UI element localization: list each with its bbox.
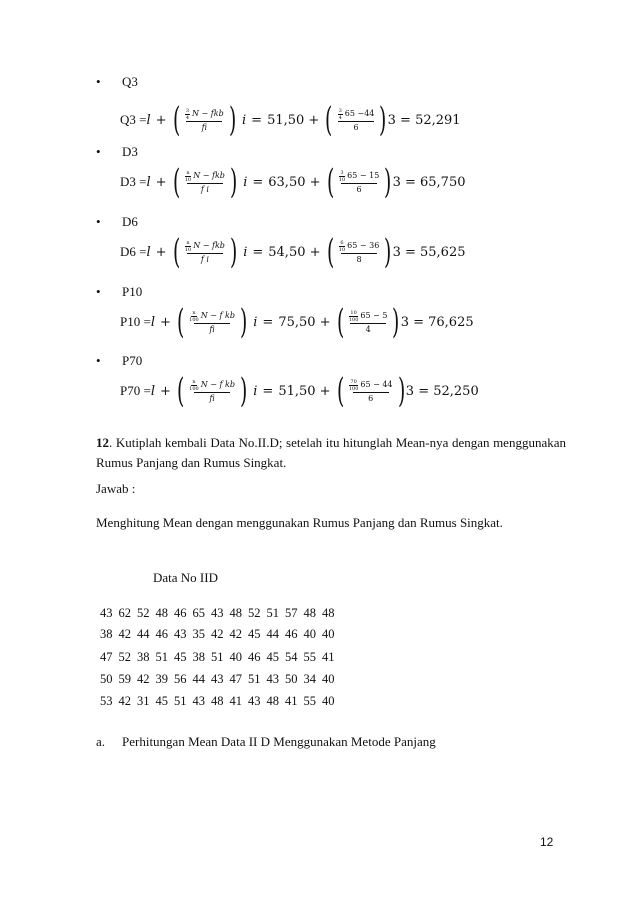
substituted-denominator: 8 xyxy=(341,253,377,265)
data-value: 45 xyxy=(248,627,261,641)
left-paren: ( xyxy=(326,232,334,272)
data-value: 48 xyxy=(266,694,279,708)
substituted-fraction xyxy=(337,170,382,195)
formula-result: 3 = 52,250 xyxy=(405,383,479,399)
formula-plus: + xyxy=(159,314,171,330)
answer-label: Jawab : xyxy=(96,481,136,496)
formula-plus: + xyxy=(155,112,167,128)
coef-fraction: 3 10 xyxy=(338,169,346,183)
bullet-item xyxy=(96,284,142,300)
data-value: 41 xyxy=(229,694,242,708)
data-value: 38 xyxy=(137,650,150,664)
data-row xyxy=(100,693,341,709)
data-value: 42 xyxy=(229,627,242,641)
substituted-numerator: 65 − 15 xyxy=(347,171,380,180)
substituted-fraction xyxy=(337,240,382,265)
data-value: 42 xyxy=(118,694,131,708)
formula-result: 3 = 76,625 xyxy=(400,314,474,330)
substituted-denominator: 6 xyxy=(338,121,374,133)
coef-fraction: 10 100 xyxy=(348,309,359,323)
data-value: 45 xyxy=(155,694,168,708)
coef-fraction: n 10 xyxy=(184,239,192,253)
formula-i: i xyxy=(243,244,248,260)
data-value: 45 xyxy=(174,650,187,664)
data-value: 48 xyxy=(322,606,335,620)
data-value: 42 xyxy=(211,627,224,641)
bullet-item xyxy=(96,353,142,369)
bullet-dot: • xyxy=(96,284,101,299)
general-fraction xyxy=(183,108,226,133)
right-paren: ) xyxy=(229,232,238,272)
general-numerator: N − f kb xyxy=(200,311,235,320)
left-paren: ( xyxy=(336,302,344,342)
formula-value: 63,50 + xyxy=(268,174,321,190)
data-value: 48 xyxy=(211,694,224,708)
formula-lhs: Q3 = xyxy=(120,112,147,127)
bullet-dot: • xyxy=(96,214,101,229)
data-value: 50 xyxy=(285,672,298,686)
formula-equals: = xyxy=(252,174,264,190)
substituted-fraction xyxy=(336,108,377,133)
coef-fraction: 3 4 xyxy=(185,107,190,121)
bullet-label: P70 xyxy=(122,353,143,368)
data-value: 51 xyxy=(174,694,187,708)
coef-fraction: n 100 xyxy=(189,378,199,392)
data-value: 43 xyxy=(211,672,224,686)
data-value: 51 xyxy=(211,650,224,664)
coef-fraction: n 100 xyxy=(189,309,199,323)
formula-lhs: D6 = xyxy=(120,244,147,259)
general-denominator: f i xyxy=(187,253,223,265)
general-fraction xyxy=(183,240,227,265)
general-denominator: fi xyxy=(186,121,222,133)
data-value: 35 xyxy=(192,627,205,641)
data-value: 48 xyxy=(229,606,242,620)
data-value: 47 xyxy=(100,650,113,664)
data-value: 46 xyxy=(174,606,187,620)
data-value: 43 xyxy=(192,694,205,708)
formula-value: 51,50 + xyxy=(278,383,331,399)
formula-equals: = xyxy=(262,314,274,330)
data-value: 47 xyxy=(229,672,242,686)
question-number: 12 xyxy=(96,435,109,450)
formula-result: 3 = 65,750 xyxy=(392,174,466,190)
formula-l: l xyxy=(146,112,151,128)
data-value: 45 xyxy=(266,650,279,664)
formula-i: i xyxy=(242,112,247,128)
general-denominator: fi xyxy=(194,392,230,404)
data-value: 48 xyxy=(303,606,316,620)
bullet-label: Q3 xyxy=(122,74,138,89)
general-denominator: fi xyxy=(194,323,230,335)
data-value: 46 xyxy=(285,627,298,641)
bullet-label: D6 xyxy=(122,214,138,229)
data-value: 42 xyxy=(118,627,131,641)
data-value: 50 xyxy=(100,672,113,686)
formula xyxy=(120,100,461,140)
general-numerator: N − fkb xyxy=(193,171,225,180)
right-paren: ) xyxy=(384,162,392,202)
data-value: 46 xyxy=(155,627,168,641)
data-row xyxy=(100,649,341,665)
data-value: 44 xyxy=(266,627,279,641)
data-title: Data No IID xyxy=(153,570,218,585)
data-value: 43 xyxy=(174,627,187,641)
intro-text: Menghitung Mean dengan menggunakan Rumus Panjang dan Rumus Singkat. xyxy=(96,515,503,530)
data-value: 51 xyxy=(266,606,279,620)
data-value: 40 xyxy=(322,672,335,686)
data-value: 55 xyxy=(303,694,316,708)
right-paren: ) xyxy=(239,371,248,411)
question-paragraph xyxy=(96,433,566,473)
question-text: . Kutiplah kembali Data No.II.D; setelah itu hitunglah Mean-nya dengan menggunakan Rumus Panjang dan Rumus Singkat. xyxy=(96,435,566,470)
data-value: 59 xyxy=(118,672,131,686)
left-paren: ( xyxy=(172,162,180,202)
formula-lhs: D3 = xyxy=(120,174,147,189)
left-paren: ( xyxy=(325,100,333,140)
bullet-dot: • xyxy=(96,74,101,89)
right-paren: ) xyxy=(384,232,392,272)
formula-l: l xyxy=(150,383,155,399)
data-value: 34 xyxy=(303,672,316,686)
bullet-item xyxy=(96,214,138,230)
coef-fraction: 70 100 xyxy=(348,378,359,392)
data-value: 40 xyxy=(322,694,335,708)
data-value: 52 xyxy=(137,606,150,620)
formula-l: l xyxy=(146,244,151,260)
general-fraction xyxy=(187,310,237,335)
bullet-label: P10 xyxy=(122,284,143,299)
data-value: 38 xyxy=(100,627,113,641)
data-value: 62 xyxy=(118,606,131,620)
general-denominator: f i xyxy=(187,183,223,195)
formula-result: 3 = 52,291 xyxy=(387,112,461,128)
data-value: 55 xyxy=(303,650,316,664)
coef-fraction: 6 10 xyxy=(338,239,346,253)
data-value: 39 xyxy=(155,672,168,686)
left-paren: ( xyxy=(172,232,180,272)
formula-value: 54,50 + xyxy=(268,244,321,260)
substituted-fraction xyxy=(347,310,390,335)
substituted-numerator: 65 − 36 xyxy=(347,241,380,250)
data-value: 43 xyxy=(266,672,279,686)
data-value: 40 xyxy=(322,627,335,641)
formula xyxy=(120,232,466,272)
data-value: 52 xyxy=(118,650,131,664)
formula-value: 51,50 + xyxy=(267,112,320,128)
data-row xyxy=(100,626,341,642)
data-value: 44 xyxy=(137,627,150,641)
data-value: 56 xyxy=(174,672,187,686)
left-paren: ( xyxy=(176,302,185,342)
data-value: 31 xyxy=(137,694,150,708)
substituted-numerator: 65 − 5 xyxy=(360,311,388,320)
data-row xyxy=(100,671,341,687)
data-value: 44 xyxy=(192,672,205,686)
bullet-label: D3 xyxy=(122,144,138,159)
general-fraction xyxy=(183,170,227,195)
formula-l: l xyxy=(150,314,155,330)
data-value: 38 xyxy=(192,650,205,664)
data-value: 51 xyxy=(248,672,261,686)
formula-equals: = xyxy=(251,112,263,128)
item-a-text: Perhitungan Mean Data II D Menggunakan Metode Panjang xyxy=(122,734,436,749)
left-paren: ( xyxy=(176,371,185,411)
data-value: 43 xyxy=(211,606,224,620)
formula-lhs: P10 = xyxy=(120,314,151,329)
data-value: 41 xyxy=(322,650,335,664)
formula-plus: + xyxy=(155,244,167,260)
substituted-numerator: 65 −44 xyxy=(344,109,375,118)
general-fraction xyxy=(187,379,237,404)
formula-value: 75,50 + xyxy=(278,314,331,330)
general-numerator: N − fkb xyxy=(193,241,225,250)
data-value: 57 xyxy=(285,606,298,620)
data-value: 51 xyxy=(155,650,168,664)
data-value: 46 xyxy=(248,650,261,664)
data-value: 41 xyxy=(285,694,298,708)
data-value: 53 xyxy=(100,694,113,708)
formula-lhs: P70 = xyxy=(120,383,151,398)
formula-equals: = xyxy=(252,244,264,260)
data-value: 40 xyxy=(303,627,316,641)
left-paren: ( xyxy=(326,162,334,202)
substituted-fraction xyxy=(347,379,395,404)
data-row xyxy=(100,605,341,621)
bullet-dot: • xyxy=(96,144,101,159)
data-value: 65 xyxy=(192,606,205,620)
formula-i: i xyxy=(253,314,258,330)
data-value: 40 xyxy=(229,650,242,664)
right-paren: ) xyxy=(239,302,248,342)
substituted-numerator: 65 − 44 xyxy=(360,380,393,389)
general-numerator: N − fkb xyxy=(192,109,224,118)
right-paren: ) xyxy=(392,302,400,342)
formula xyxy=(120,371,479,411)
formula-equals: = xyxy=(262,383,274,399)
general-numerator: N − f kb xyxy=(200,380,235,389)
right-paren: ) xyxy=(379,100,387,140)
bullet-item xyxy=(96,74,138,90)
formula-i: i xyxy=(253,383,258,399)
formula xyxy=(120,162,466,202)
right-paren: ) xyxy=(229,162,238,202)
data-value: 43 xyxy=(248,694,261,708)
substituted-denominator: 6 xyxy=(353,392,389,404)
formula xyxy=(120,302,474,342)
data-value: 42 xyxy=(137,672,150,686)
coef-fraction: n 10 xyxy=(184,169,192,183)
left-paren: ( xyxy=(172,100,180,140)
formula-result: 3 = 55,625 xyxy=(392,244,466,260)
substituted-denominator: 6 xyxy=(341,183,377,195)
bullet-item xyxy=(96,144,138,160)
formula-plus: + xyxy=(159,383,171,399)
page-number: 12 xyxy=(540,835,554,849)
data-value: 48 xyxy=(155,606,168,620)
item-a xyxy=(96,734,436,750)
data-value: 54 xyxy=(285,650,298,664)
coef-fraction: 3 4 xyxy=(338,107,342,121)
formula-l: l xyxy=(146,174,151,190)
formula-i: i xyxy=(243,174,248,190)
left-paren: ( xyxy=(336,371,344,411)
item-a-marker: a. xyxy=(96,734,106,749)
bullet-dot: • xyxy=(96,353,101,368)
formula-plus: + xyxy=(155,174,167,190)
data-value: 43 xyxy=(100,606,113,620)
substituted-denominator: 4 xyxy=(350,323,386,335)
data-value: 52 xyxy=(248,606,261,620)
right-paren: ) xyxy=(228,100,237,140)
right-paren: ) xyxy=(397,371,405,411)
